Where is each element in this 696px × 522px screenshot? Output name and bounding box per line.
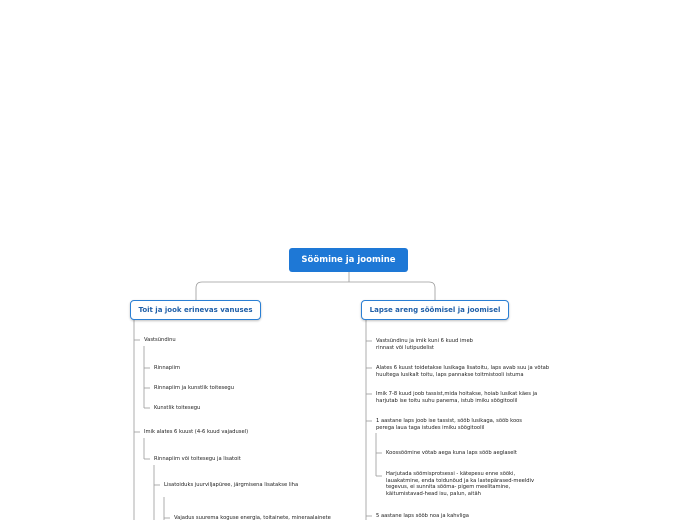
leaf-vastsundinu[interactable]: Vastsündinu [144,337,176,343]
leaf-rinnapiim-kunstlik[interactable]: Rinnapiim ja kunstlik toitesegu [154,385,234,391]
leaf-right-7[interactable]: 5 aastane laps sööb noa ja kahvliga [376,513,469,519]
leaf-right-2[interactable]: Alates 6 kuust toidetakse lusikaga lisatoitu, laps avab suu ja võtab huultega lusikalt toitu, laps pannakse toitmistooli istuma [376,365,550,378]
leaf-right-5[interactable]: Koossöömine võtab aega kuna laps sööb aeglaselt [386,450,517,456]
leaf-right-6[interactable]: Harjutada söömisprotsessi - kätepesu enne sööki, lauakatmine, enda toidunõud ja ka lastepärased-meeldiv tegevus, ei sunnita sööma- pigem meelitamine, käitumistavad-head isu, palun, aitäh [386,471,535,497]
leaf-right-4[interactable]: 1 aastane laps joob ise tassist, sööb lusikaga, sööb koos perega laua taga istudes imiku söögitoolil [376,418,523,431]
root-topic[interactable]: Söömine ja joomine [289,248,408,272]
leaf-rinnapiim[interactable]: Rinnapiim [154,365,181,371]
left-branch-topic[interactable]: Toit ja jook erinevas vanuses [130,300,261,320]
leaf-imik[interactable]: Imik alates 6 kuust (4-6 kuud vajadusel) [144,429,249,435]
leaf-right-1[interactable]: Vastsündinu ja imik kuni 6 kuud imeb rinnast või lutipudelist [376,338,473,351]
branch-connector [196,282,435,300]
leaf-vajadus[interactable]: Vajadus suurema koguse energia, toitainete, mineraalainete [174,515,331,521]
leaf-rinnapiim-voi[interactable]: Rinnapiim või toitesegu ja lisatoit [154,456,241,462]
leaf-right-3[interactable]: Imik 7-8 kuud joob tassist,mida hoitakse, hoiab lusikat käes ja harjutab ise toitu suhu panema, istub imiku söögitoolil [376,391,538,404]
leaf-kunstlik[interactable]: Kunstlik toitesegu [154,405,201,411]
leaf-lisatoiduks[interactable]: Lisatoiduks juurviljapüree, järgmisena lisatakse liha [164,482,299,488]
right-branch-topic[interactable]: Lapse areng söömisel ja joomisel [361,300,509,320]
